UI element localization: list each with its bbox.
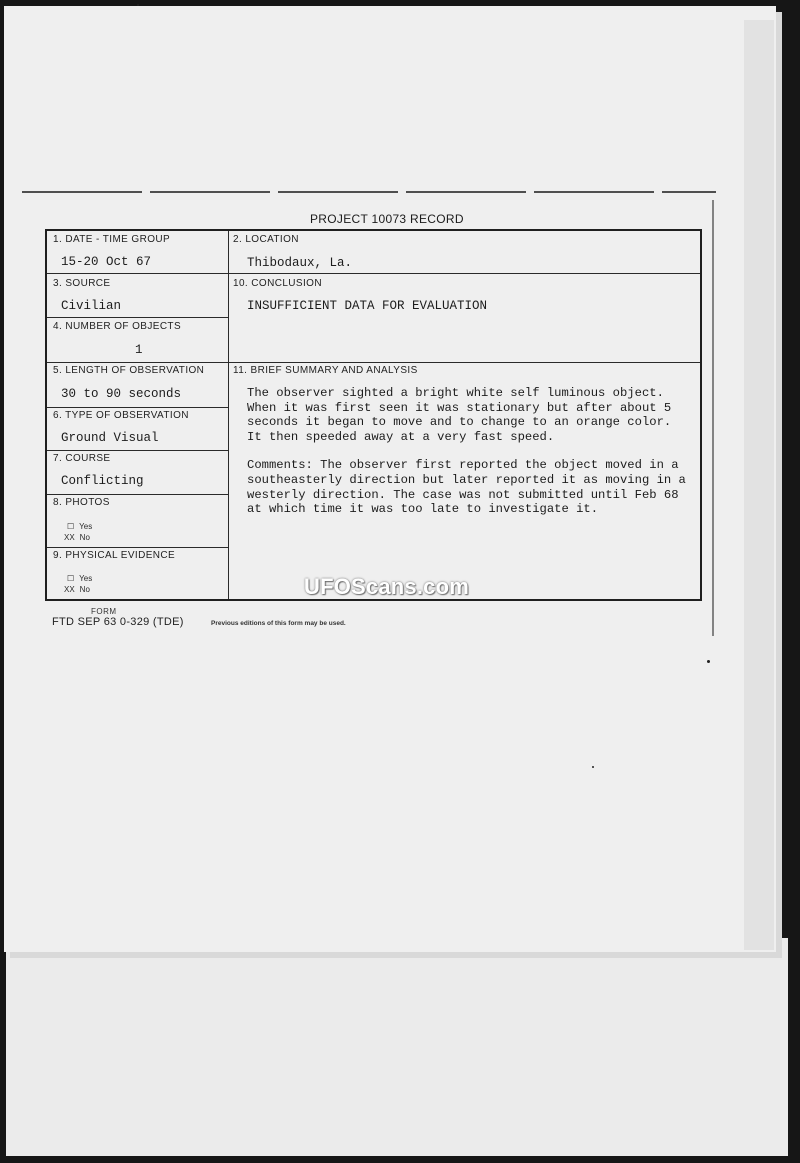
type-of-observation-value: Ground Visual — [61, 431, 159, 445]
underlying-sheet-edge — [20, 952, 720, 958]
record-form — [45, 229, 702, 601]
top-rule — [22, 191, 716, 193]
length-of-observation-value: 30 to 90 seconds — [61, 387, 182, 401]
source-label: 3. SOURCE — [53, 278, 111, 289]
row-divider — [47, 450, 228, 451]
location-label: 2. LOCATION — [233, 234, 299, 245]
row-divider — [47, 547, 228, 548]
photos-yes-option — [67, 522, 92, 531]
row-divider — [47, 273, 700, 274]
summary-paragraph: The observer sighted a bright white self luminous object. When it was first seen it was stationary but after about 5 seconds it began to move and to change to an orange color. It then speeded away at a very fast speed. — [247, 386, 672, 444]
conclusion-label: 10. CONCLUSION — [233, 278, 322, 289]
checkbox-checked-icon: XX — [64, 585, 75, 594]
physical-evidence-yes-option — [67, 574, 92, 583]
number-of-objects-value: 1 — [135, 343, 143, 357]
length-of-observation-label: 5. LENGTH OF OBSERVATION — [53, 365, 205, 376]
photos-label: 8. PHOTOS — [53, 497, 110, 508]
row-divider — [47, 362, 700, 363]
number-of-objects-label: 4. NUMBER OF OBJECTS — [53, 321, 182, 332]
course-value: Conflicting — [61, 474, 144, 488]
side-rule — [712, 200, 714, 636]
physical-evidence-yes-label: Yes — [79, 574, 93, 583]
footer-form-word: FORM — [91, 607, 117, 616]
scan-speck — [592, 766, 594, 768]
footer-note: Previous editions of this form may be used. — [211, 620, 346, 627]
row-divider — [47, 317, 228, 318]
date-time-group-label: 1. DATE - TIME GROUP — [53, 234, 171, 245]
physical-evidence-label: 9. PHYSICAL EVIDENCE — [53, 550, 176, 561]
checkbox-checked-icon: XX — [64, 533, 75, 542]
location-value: Thibodaux, La. — [247, 256, 353, 270]
comments-paragraph: Comments: The observer first reported the object moved in a southeasterly direction but later reported it as moving in a westerly direction. The case was not submitted until Feb 68 at which time it was too late to investigate it. — [247, 458, 686, 517]
type-of-observation-label: 6. TYPE OF OBSERVATION — [53, 410, 189, 421]
photos-no-label: No — [79, 533, 90, 542]
form-title: PROJECT 10073 RECORD — [310, 212, 464, 226]
physical-evidence-no-option — [64, 585, 90, 594]
photos-no-option — [64, 533, 90, 542]
date-time-group-value: 15-20 Oct 67 — [61, 255, 152, 269]
checkbox-unchecked-icon: ☐ — [67, 574, 75, 583]
photos-yes-label: Yes — [79, 522, 93, 531]
course-label: 7. COURSE — [53, 453, 111, 464]
footer-form-id: FTD SEP 63 0-329 (TDE) — [52, 616, 184, 628]
column-divider — [228, 231, 229, 599]
page-shadow — [744, 20, 774, 950]
scan-speck — [707, 660, 710, 663]
row-divider — [47, 407, 228, 408]
row-divider — [47, 494, 228, 495]
conclusion-value: INSUFFICIENT DATA FOR EVALUATION — [247, 299, 488, 313]
underlying-sheet — [6, 938, 788, 1156]
source-value: Civilian — [61, 299, 122, 313]
physical-evidence-no-label: No — [79, 585, 90, 594]
checkbox-unchecked-icon: ☐ — [67, 522, 75, 531]
watermark: UFOScans.com — [304, 574, 470, 599]
summary-text — [247, 386, 692, 531]
summary-label: 11. BRIEF SUMMARY AND ANALYSIS — [233, 365, 418, 376]
scan-speck — [137, 4, 139, 6]
